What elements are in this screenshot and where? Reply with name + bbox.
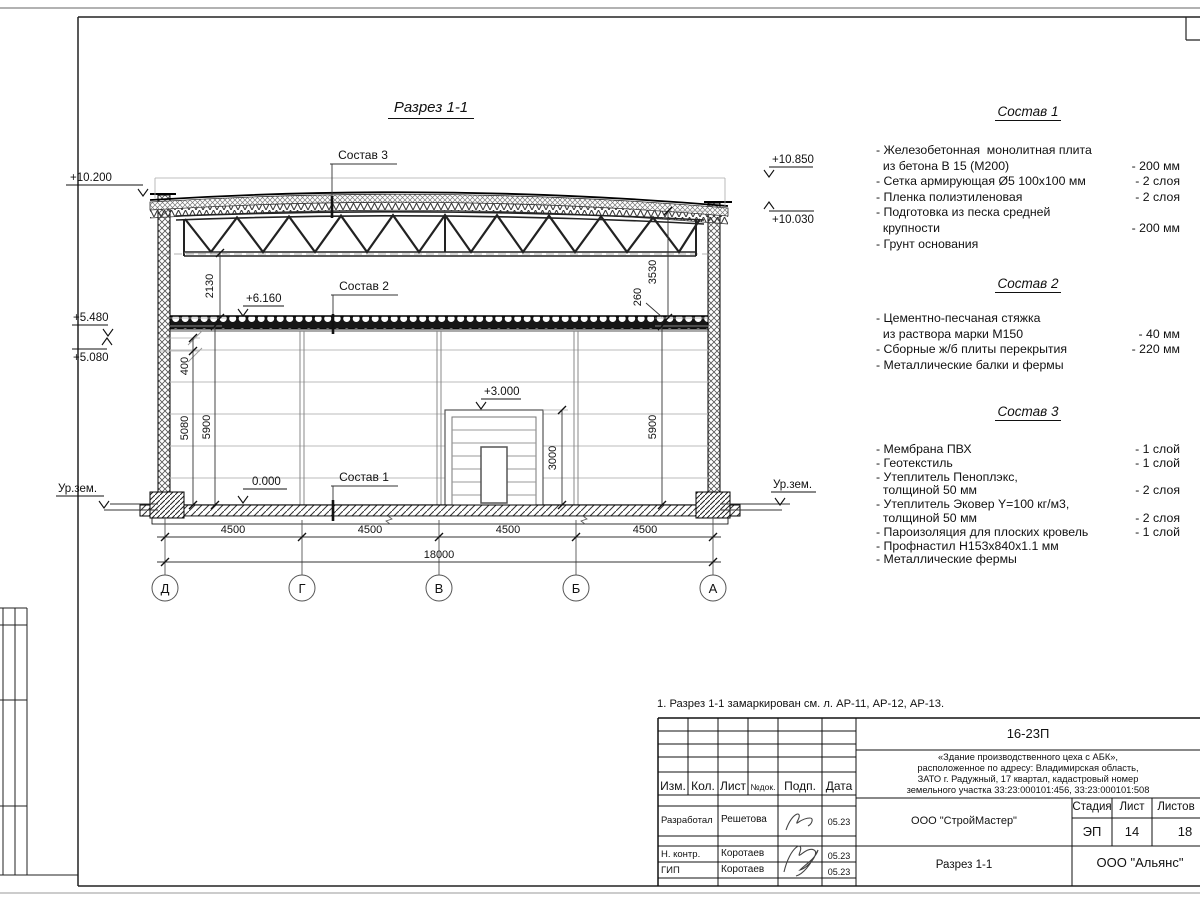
signature-1 [786,814,812,830]
dim-total: 18000 [423,549,455,561]
row-name-2: Коротаев [721,848,765,859]
dim-2130: 2130 [204,273,216,299]
list-item [876,174,1180,190]
list-item [876,512,1180,526]
label-sostav3: Состав 3 [338,148,388,162]
item-text: - Утеплитель Эковер Y=100 кг/м3, [876,497,1070,512]
list-item [876,540,1180,554]
list-item [876,457,1180,471]
signature-2 [784,846,818,876]
left-footing [150,492,184,518]
label-sostav1: Состав 1 [339,470,389,484]
wicket-door [481,447,507,503]
item-value: - 1 слой [1135,524,1180,539]
elev-right-top: +10.850 [772,154,814,166]
item-text: из раствора марки М150 [876,326,1024,341]
sheet-label: Лист [1119,801,1145,813]
item-text: - Подготовка из песка средней [876,205,1051,220]
item-text: - Сборные ж/б плиты перекрытия [876,342,1068,357]
row-date-2: 05.23 [827,851,851,861]
sheets-label: Листов [1157,801,1195,813]
sheet-value: 14 [1124,824,1140,839]
elev-5480: +5.480 [73,312,109,324]
list-item [876,237,1180,253]
item-text: толщиной 50 мм [876,483,977,498]
elev-5080: +5.080 [73,352,109,364]
elev-ground-right: Ур.зем. [773,479,813,491]
list-item [876,498,1180,512]
composition-3-heading [876,404,1180,419]
list-item [876,342,1180,358]
dim-5080: 5080 [179,415,191,441]
item-text: - Мембрана ПВХ [876,442,972,456]
elev-left-top: +10.200 [70,172,112,184]
item-text: - Металлические фермы [876,552,1017,567]
stage-value: ЭП [1082,824,1102,839]
axis-bubbles [152,575,726,601]
list-item [876,159,1180,175]
label-sostav2: Состав 2 [339,279,389,293]
dim-span1: 4500 [220,524,246,536]
doc-number: 16-23П [1006,726,1050,741]
item-text: - Профнастил Н153х840х1.1 мм [876,538,1059,553]
dim-span4: 4500 [632,524,658,536]
list-item [876,526,1180,540]
item-value: - 1 слой [1135,455,1180,470]
list-item [876,553,1180,567]
list-item [876,190,1180,206]
item-text: толщиной 50 мм [876,510,977,525]
item-text: - Пленка полиэтиленовая [876,189,1023,204]
list-item [876,358,1180,374]
item-value: - 40 мм [1138,326,1180,341]
dim-260: 260 [632,287,644,307]
object-line-1: «Здание производственного цеха с АБК», [938,752,1118,762]
item-text: - Цементно-песчаная стяжка [876,311,1041,325]
item-text: - Геотекстиль [876,455,953,470]
org-name: ООО "СтройМастер" [911,815,1017,827]
item-text: - Металлические балки и фермы [876,357,1064,372]
sheet-note: 1. Разрез 1-1 замаркирован см. л. АР-11, АР-12, АР-13. [657,698,945,710]
elev-3000: +3.000 [484,386,520,398]
header-kol: Кол. [691,779,715,793]
header-data: Дата [825,779,853,793]
item-value: - 200 мм [1131,220,1180,235]
list-item [876,484,1180,498]
axis-extension-lines [165,517,713,575]
sand-base [152,516,728,524]
item-value: - 2 слоя [1135,510,1180,525]
item-text: - Грунт основания [876,236,979,251]
leader-260 [646,303,662,317]
composition-2-title: Состав 2 [995,276,1062,293]
list-item [876,221,1180,237]
elev-10030: +10.030 [772,214,814,226]
elev-ground-left: Ур.зем. [58,483,98,495]
axis-d: Д [160,581,170,596]
composition-3-title: Состав 3 [995,404,1062,421]
dim-5900-left: 5900 [201,414,213,440]
floor-slab [170,316,708,329]
axis-a: А [708,581,718,596]
roof-truss [162,212,718,256]
item-text: - Пароизоляция для плоских кровель [876,524,1089,539]
item-value: - 2 слоя [1135,189,1180,204]
dim-3000: 3000 [547,445,559,471]
list-item [876,327,1180,343]
composition-1-heading [876,104,1180,119]
stage-label: Стадия [1072,801,1112,813]
elev-0000: 0.000 [252,476,281,488]
axis-g: Г [298,581,306,596]
composition-1 [876,104,1180,252]
row-role-1: Разработал [661,815,713,826]
drawing-name: Разрез 1-1 [935,859,993,871]
dim-span3: 4500 [495,524,521,536]
composition-3 [876,404,1180,567]
right-wall [708,203,720,505]
list-item [876,471,1180,485]
row-name-3: Коротаев [721,864,765,875]
side-stamp-lines [0,608,78,875]
sheets-value: 18 [1177,824,1193,839]
composition-2-heading [876,276,1180,291]
row-name-1: Решетова [721,814,767,825]
item-text: - Железобетонная монолитная плита [876,143,1092,157]
left-wall [158,195,170,505]
company-name: ООО "Альянс" [1096,855,1184,870]
header-izm: Изм. [660,779,686,793]
header-ndok: №док. [750,782,776,792]
item-text: крупности [876,220,941,235]
composition-2 [876,276,1180,373]
item-value: - 2 слоя [1135,174,1180,189]
item-text: из бетона В 15 (М200) [876,158,1010,173]
drawing-title: Разрез 1-1 [388,99,474,119]
dim-3530: 3530 [647,259,659,285]
object-line-4: земельного участка 33:23:000101:456, 33:23:000101:508 [906,785,1150,795]
ground-slab [140,505,740,516]
sectional-gate [445,410,543,505]
item-value: - 1 слой [1135,442,1180,456]
header-list: Лист [719,779,747,793]
right-footing [696,492,730,518]
item-value: - 2 слоя [1135,483,1180,498]
list-item [876,443,1180,457]
dim-span2: 4500 [357,524,383,536]
dim-400: 400 [179,356,191,376]
row-role-3: ГИП [661,865,680,876]
item-value: - 220 мм [1131,342,1180,357]
elev-6160: +6.160 [246,293,282,305]
item-text: - Сетка армирующая Ø5 100x100 мм [876,174,1086,189]
dim-5900-right: 5900 [647,414,659,440]
row-date-3: 05.23 [827,867,851,877]
row-role-2: Н. контр. [661,849,701,860]
axis-b: Б [571,581,581,596]
interior-lines [170,331,708,505]
item-text: - Утеплитель Пеноплэкс, [876,469,1018,484]
row-date-1: 05.23 [827,817,851,827]
header-podp: Подп. [784,779,816,793]
item-value: - 200 мм [1131,158,1180,173]
object-line-2: расположенное по адресу: Владимирская область, [917,763,1139,773]
list-item [876,311,1180,327]
axis-v: В [434,581,444,596]
list-item [876,205,1180,221]
extension-lines [158,211,708,410]
composition-1-title: Состав 1 [995,104,1062,121]
object-line-3: ЗАТО г. Радужный, 17 квартал, кадастровый номер [917,774,1139,784]
list-item [876,143,1180,159]
